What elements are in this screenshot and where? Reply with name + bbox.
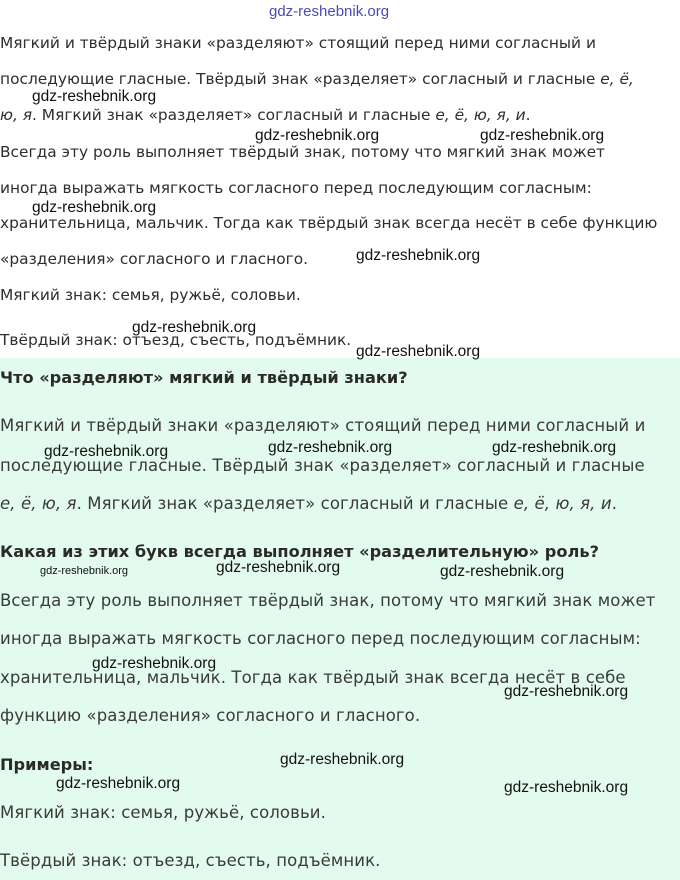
watermark-text: gdz-reshebnik.org: [440, 563, 565, 580]
top-text-line-8: Мягкий знак: семья, ружьё, соловьи.: [0, 286, 301, 304]
example-soft-sign: Мягкий знак: семья, ружьё, соловьи.: [0, 803, 326, 822]
watermark-text: gdz-reshebnik.org: [92, 655, 217, 672]
watermark-text: gdz-reshebnik.org: [356, 343, 481, 360]
top-text-line-6: хранительница, мальчик. Тогда как твёрдый знак всегда несёт в себе функцию: [0, 214, 658, 232]
watermark-text: gdz-reshebnik.org: [56, 775, 181, 792]
question-2-heading: Какая из этих букв всегда выполняет «разделительную» роль?: [0, 542, 599, 561]
top-text-line-4: Всегда эту роль выполняет твёрдый знак, потому что мягкий знак может: [0, 143, 606, 161]
answer-1-line-1: Мягкий и твёрдый знаки «разделяют» стоящий перед ними согласный и: [0, 416, 646, 435]
answer-2-line-3: хранительница, мальчик. Тогда как твёрдый знак всегда несёт в себе: [0, 668, 626, 687]
watermark-text: gdz-reshebnik.org: [269, 3, 390, 20]
watermark-text: gdz-reshebnik.org: [255, 127, 380, 144]
top-text-line-7: «разделения» согласного и гласного.: [0, 250, 309, 268]
watermark-text: gdz-reshebnik.org: [32, 199, 157, 216]
top-text-line-9: Твёрдый знак: отъезд, съесть, подъёмник.: [0, 331, 352, 349]
answer-1-line-3: е, ё, ю, я. Мягкий знак «разделяет» согласный и гласные е, ё, ю, я, и.: [0, 494, 618, 513]
qa-block: [0, 358, 680, 880]
watermark-text: gdz-reshebnik.org: [216, 559, 341, 576]
watermark-text: gdz-reshebnik.org: [480, 127, 605, 144]
top-text-line-3: ю, я. Мягкий знак «разделяет» согласный и гласные е, ё, ю, я, и.: [0, 106, 531, 124]
question-1-heading: Что «разделяют» мягкий и твёрдый знаки?: [0, 368, 408, 387]
watermark-text: gdz-reshebnik.org: [40, 565, 129, 577]
example-hard-sign: Твёрдый знак: отъезд, съесть, подъёмник.: [0, 851, 381, 870]
top-text-line-5: иногда выражать мягкость согласного перед последующим согласным:: [0, 179, 592, 197]
answer-2-line-1: Всегда эту роль выполняет твёрдый знак, потому что мягкий знак может: [0, 591, 656, 610]
watermark-text: gdz-reshebnik.org: [492, 439, 617, 456]
top-text-line-1: Мягкий и твёрдый знаки «разделяют» стоящий перед ними согласный и: [0, 34, 596, 52]
answer-2-line-4: функцию «разделения» согласного и гласного.: [0, 706, 421, 725]
watermark-text: gdz-reshebnik.org: [268, 439, 393, 456]
top-text-line-2: последующие гласные. Твёрдый знак «разделяет» согласный и гласные е, ё,: [0, 70, 634, 88]
watermark-text: gdz-reshebnik.org: [32, 88, 157, 105]
answer-1-line-2: последующие гласные. Твёрдый знак «разделяет» согласный и гласные: [0, 456, 645, 475]
watermark-text: gdz-reshebnik.org: [356, 247, 481, 264]
watermark-text: gdz-reshebnik.org: [280, 751, 405, 768]
examples-heading: Примеры:: [0, 755, 94, 774]
answer-2-line-2: иногда выражать мягкость согласного перед последующим согласным:: [0, 629, 641, 648]
watermark-text: gdz-reshebnik.org: [132, 319, 257, 336]
watermark-text: gdz-reshebnik.org: [504, 779, 629, 796]
watermark-text: gdz-reshebnik.org: [44, 443, 169, 460]
watermark-text: gdz-reshebnik.org: [504, 683, 629, 700]
